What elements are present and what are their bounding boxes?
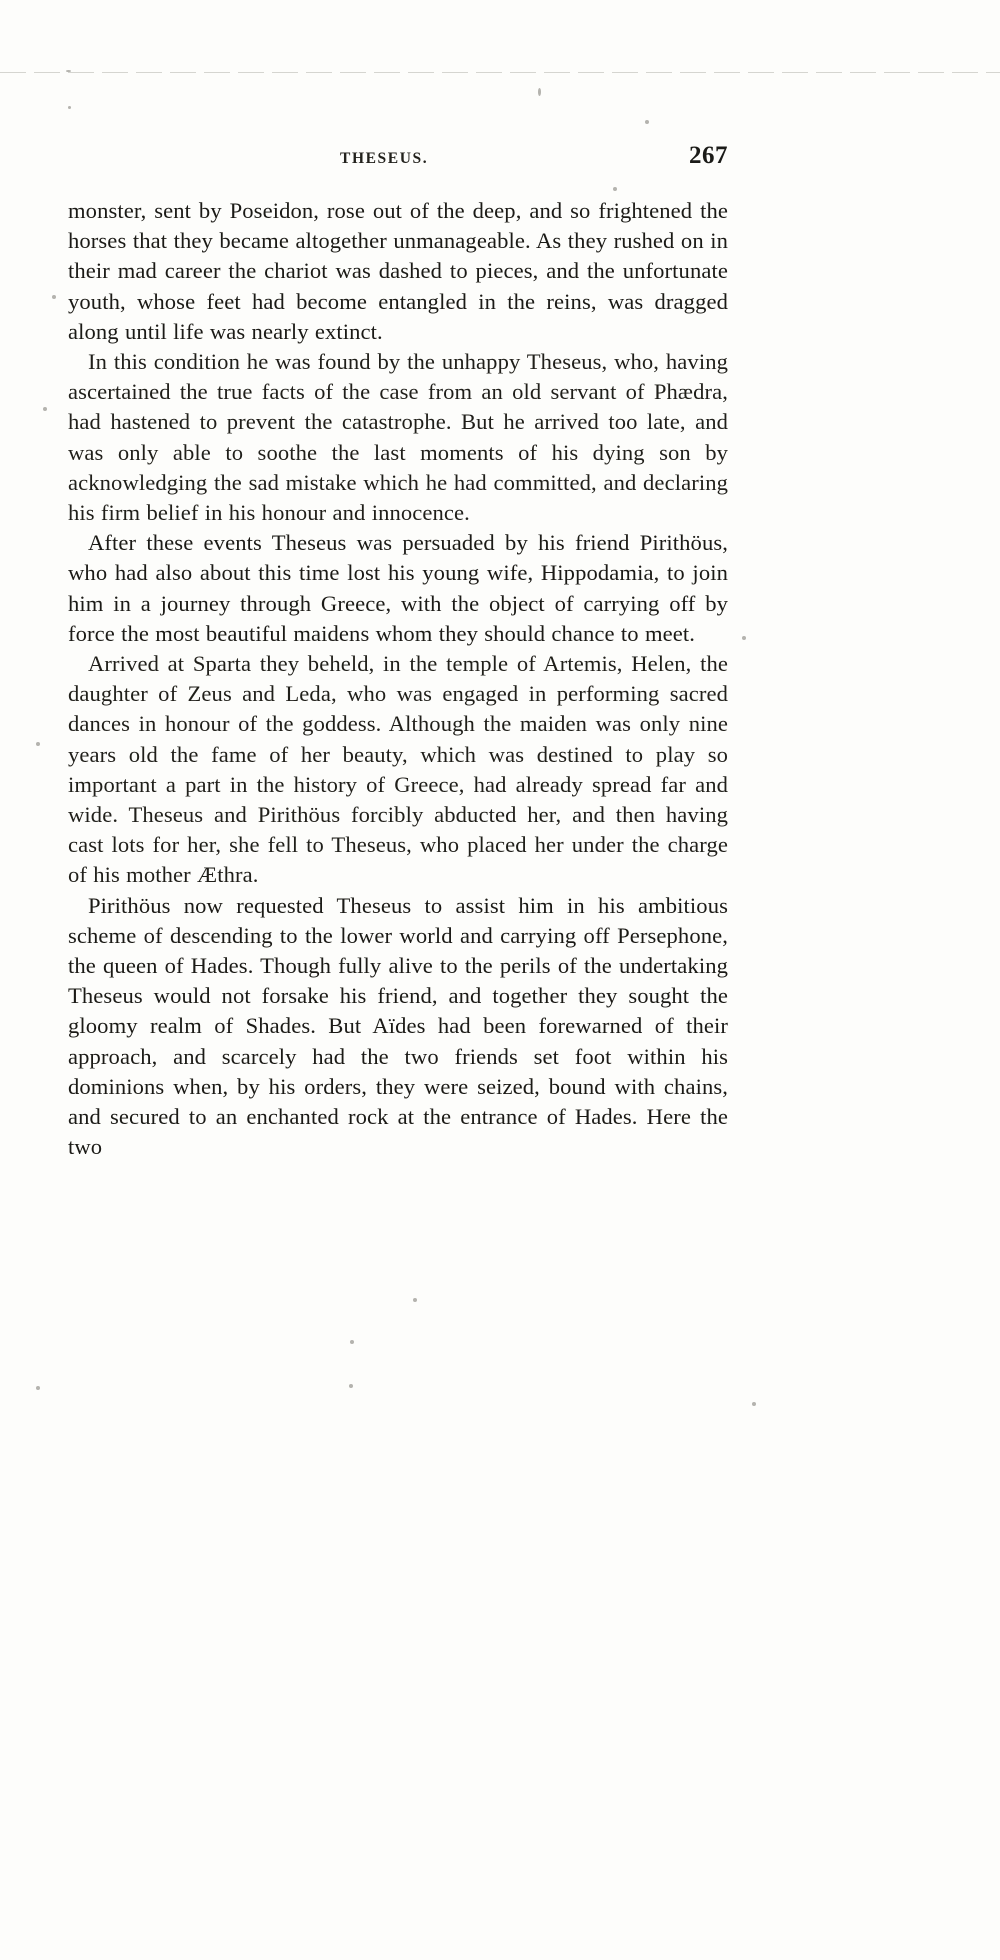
running-head [68, 140, 728, 180]
scan-speck [66, 70, 71, 72]
scan-speck [43, 407, 47, 411]
scan-speck [349, 1384, 353, 1388]
scan-edge-line [0, 72, 1000, 73]
chapter-title: THESEUS. [340, 150, 429, 167]
scan-speck [36, 742, 40, 746]
scan-speck [538, 88, 541, 96]
paragraph: monster, sent by Poseidon, rose out of the deep, and so frightened the horses that they became altogether unmanageable. As they rushed on in their mad career the chariot was dashed to pieces, and the unfortunate youth, whose feet had become entangled in the reins, was dragged along until life was nearly extinct. [68, 198, 728, 344]
scan-speck [68, 106, 71, 109]
paragraph: In this condition he was found by the unhappy Theseus, who, having ascertained the true facts of the case from an old servant of Phædra, had hastened to prevent the catastrophe. But he arrived too late, and was only able to soothe the last moments of his dying son by acknowledging the sad mistake which he had committed, and declaring his firm belief in his honour and innocence. [68, 349, 728, 526]
scan-speck [752, 1402, 756, 1406]
scan-speck [645, 120, 649, 124]
page-number: 267 [689, 142, 728, 169]
scan-speck [350, 1340, 354, 1344]
scan-speck [742, 636, 746, 640]
page-content [68, 140, 728, 1163]
scan-speck [413, 1298, 417, 1302]
body-text [68, 196, 728, 1163]
paragraph: Arrived at Sparta they beheld, in the temple of Artemis, Helen, the daughter of Zeus and Leda, who was engaged in performing sacred dances in honour of the goddess. Although the maiden was only nine years old the fame of her beauty, which was destined to play so important a part in the history of Greece, had already spread far and wide. Theseus and Pirithöus forcibly abducted her, and then having cast lots for her, she fell to Theseus, who placed her under the charge of his mother Æthra. [68, 651, 728, 888]
scan-speck [52, 295, 56, 299]
paragraph: Pirithöus now requested Theseus to assist him in his ambitious scheme of descending to the lower world and carrying off Persephone, the queen of Hades. Though fully alive to the perils of the undertaking Theseus would not forsake his friend, and together they sought the gloomy realm of Shades. But Aïdes had been forewarned of their approach, and scarcely had the two friends set foot within his dominions when, by his orders, they were seized, bound with chains, and secured to an enchanted rock at the entrance of Hades. Here the two [68, 892, 728, 1160]
paragraph: After these events Theseus was persuaded by his friend Pirithöus, who had also about this time lost his young wife, Hippodamia, to join him in a journey through Greece, with the object of carrying off by force the most beautiful maidens whom they should chance to meet. [68, 530, 728, 646]
scan-speck [36, 1386, 40, 1390]
